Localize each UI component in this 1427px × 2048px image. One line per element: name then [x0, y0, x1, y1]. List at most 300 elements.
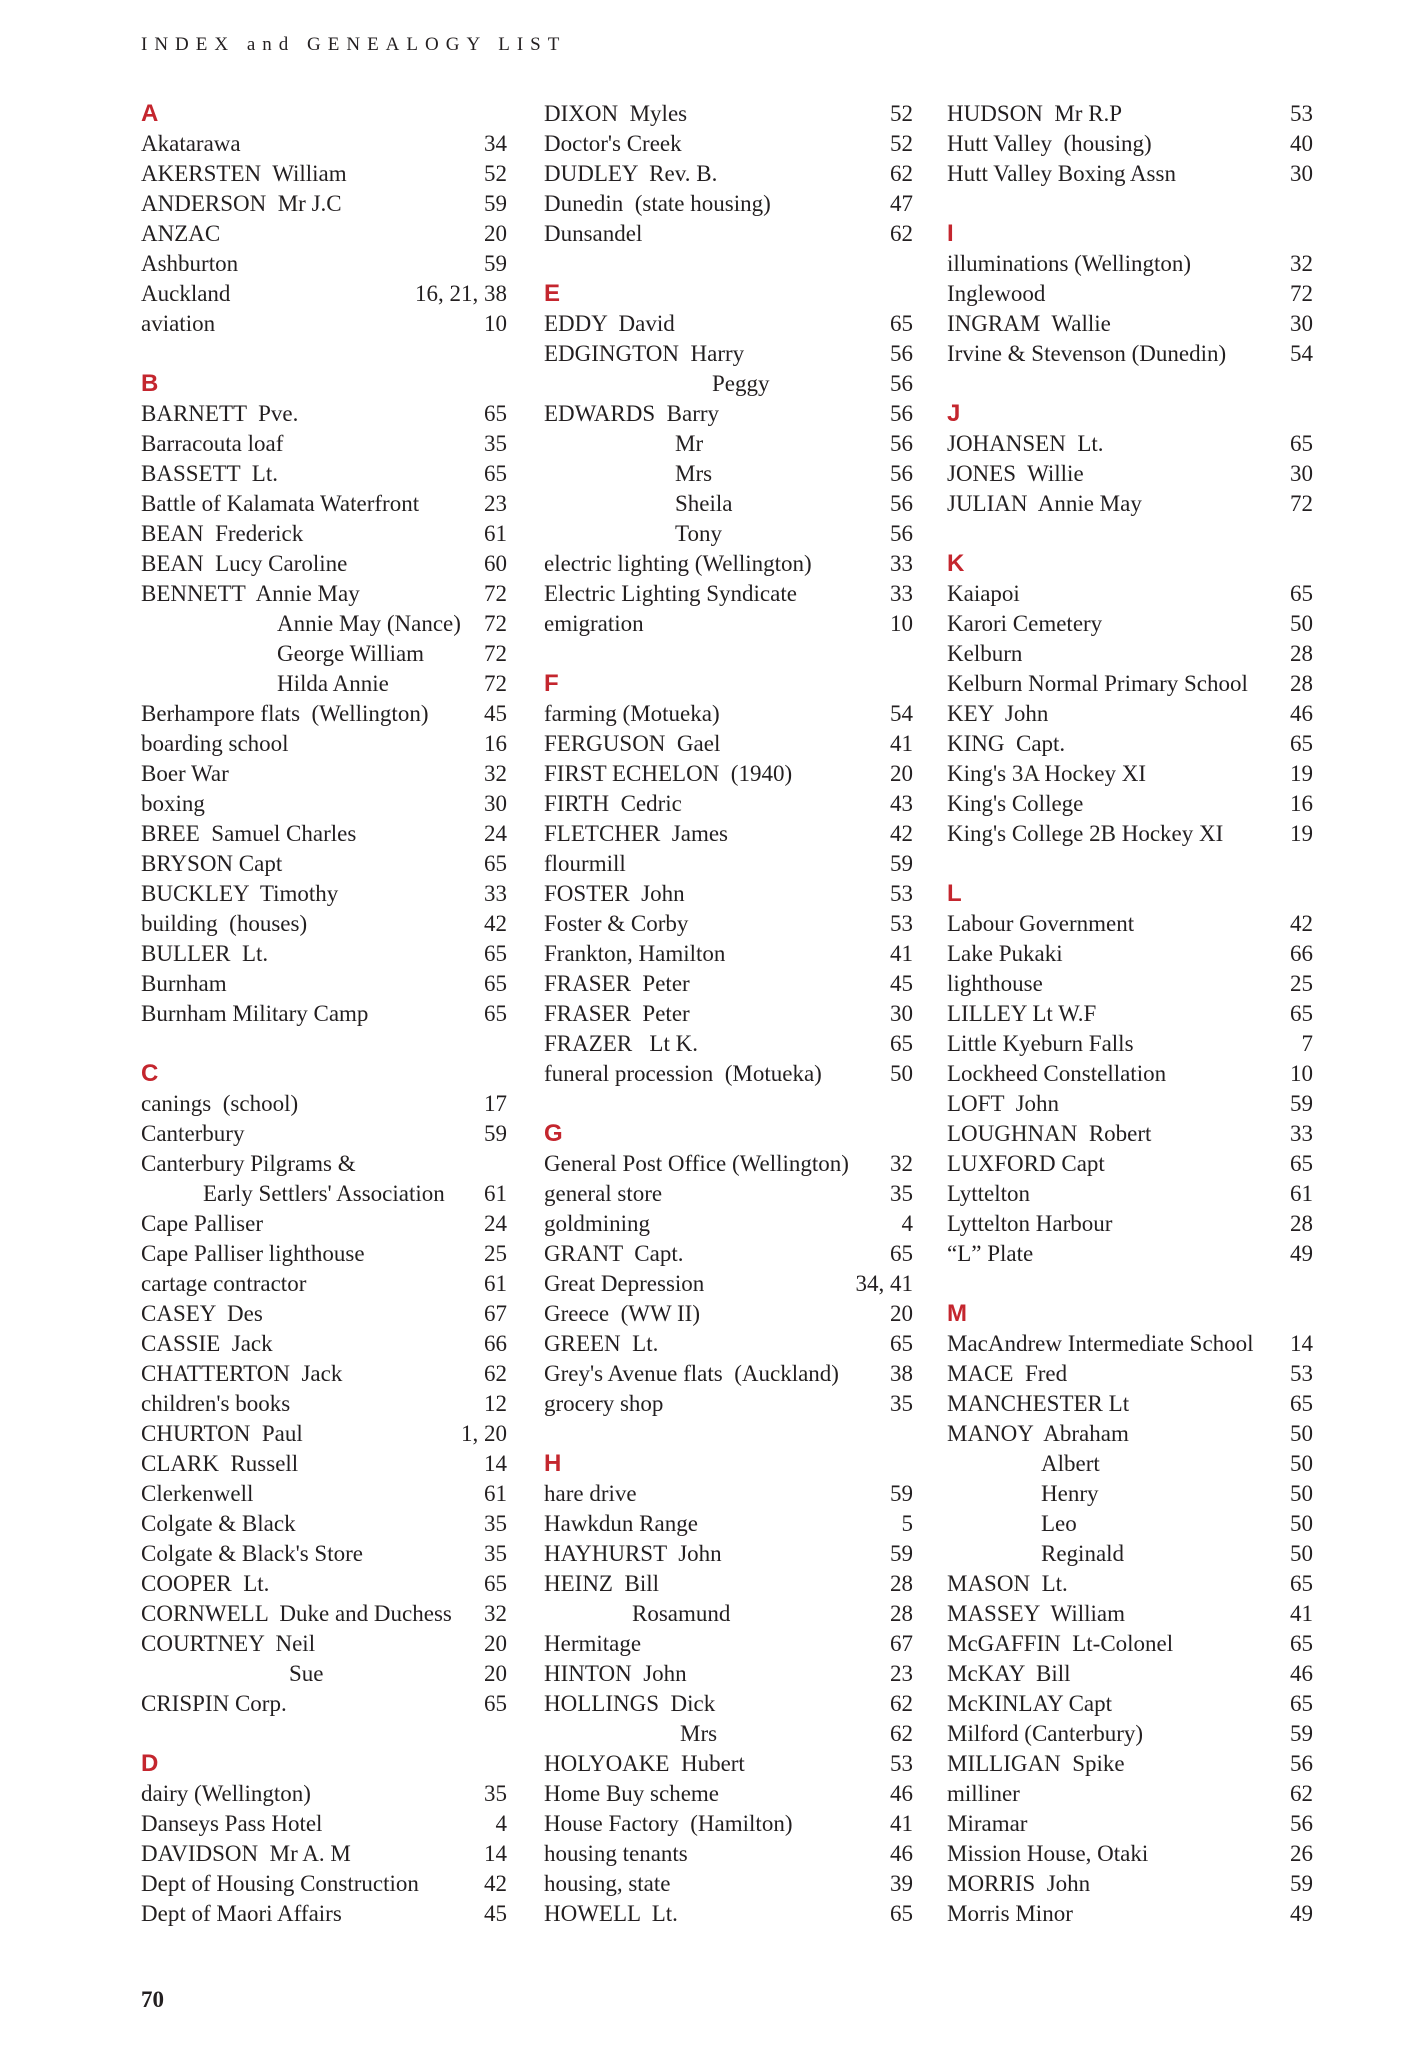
index-term: Lockheed Constellation [947, 1061, 1167, 1086]
index-entry [141, 1389, 507, 1419]
index-entry [544, 99, 913, 129]
index-page-ref: 59 [1290, 1721, 1313, 1746]
index-page-ref: 61 [484, 521, 507, 546]
index-entry [141, 309, 507, 339]
index-entry [947, 1539, 1313, 1569]
index-entry [141, 189, 507, 219]
index-entry [947, 609, 1313, 639]
section-gap [947, 369, 1313, 399]
index-entry [947, 1689, 1313, 1719]
index-entry [947, 819, 1313, 849]
index-entry [544, 1149, 913, 1179]
index-term: Frankton, Hamilton [544, 941, 726, 966]
index-term: cartage contractor [141, 1271, 307, 1296]
index-term: AKERSTEN William [141, 161, 347, 186]
index-entry [141, 669, 507, 699]
section-gap [544, 249, 913, 279]
index-page-ref: 65 [1290, 1631, 1313, 1656]
index-term: Miramar [947, 1811, 1028, 1836]
index-term: Leo [1041, 1511, 1077, 1536]
index-entry [141, 699, 507, 729]
index-term: MASSEY William [947, 1601, 1125, 1626]
index-entry [141, 1779, 507, 1809]
index-term: LOFT John [947, 1091, 1060, 1116]
section-letter-c: C [141, 1060, 159, 1087]
section-letter-j: J [947, 400, 961, 427]
index-term: Hilda Annie [277, 671, 389, 696]
index-page-ref: 4 [901, 1211, 913, 1236]
index-page-ref: 35 [890, 1391, 913, 1416]
index-term: King's College 2B Hockey XI [947, 821, 1224, 846]
index-entry [947, 1209, 1313, 1239]
index-term: Dunedin (state housing) [544, 191, 771, 216]
index-page-ref: 54 [890, 701, 913, 726]
index-term: MASON Lt. [947, 1571, 1068, 1596]
index-page-ref: 35 [484, 1511, 507, 1536]
index-page-ref: 61 [484, 1271, 507, 1296]
index-page-ref: 30 [1290, 461, 1313, 486]
index-term: Tony [675, 521, 722, 546]
index-term: boarding school [141, 731, 289, 756]
index-term: FRASER Peter [544, 1001, 690, 1026]
index-term: Early Settlers' Association [203, 1181, 445, 1206]
index-term: FIRTH Cedric [544, 791, 682, 816]
index-page-ref: 38 [890, 1361, 913, 1386]
index-entry [544, 909, 913, 939]
index-entry [947, 1389, 1313, 1419]
index-page-ref: 62 [890, 221, 913, 246]
index-term: Albert [1041, 1451, 1100, 1476]
section-gap [141, 1719, 507, 1749]
index-entry [544, 219, 913, 249]
index-term: Berhampore flats (Wellington) [141, 701, 429, 726]
index-page-ref: 14 [1290, 1331, 1313, 1356]
section-gap [141, 339, 507, 369]
index-page-ref: 52 [890, 101, 913, 126]
index-page-ref: 65 [1290, 431, 1313, 456]
index-entry [544, 1299, 913, 1329]
index-entry [141, 819, 507, 849]
index-page-ref: 56 [1290, 1751, 1313, 1776]
index-term: Colgate & Black [141, 1511, 296, 1536]
index-term: Kelburn Normal Primary School [947, 671, 1248, 696]
section-gap [544, 639, 913, 669]
index-entry [544, 729, 913, 759]
index-term: FOSTER John [544, 881, 685, 906]
index-term: BEAN Frederick [141, 521, 304, 546]
index-page-ref: 35 [484, 431, 507, 456]
index-term: Mr [675, 431, 704, 456]
index-entry [141, 759, 507, 789]
index-page-ref: 52 [484, 161, 507, 186]
section-letter-k: K [947, 550, 965, 577]
index-page-ref: 65 [484, 971, 507, 996]
index-page-ref: 24 [484, 821, 507, 846]
index-term: Hawkdun Range [544, 1511, 698, 1536]
index-term: grocery shop [544, 1391, 664, 1416]
index-term: Hermitage [544, 1631, 642, 1656]
index-term: JOHANSEN Lt. [947, 431, 1104, 456]
index-page-ref: 42 [484, 911, 507, 936]
index-entry [947, 129, 1313, 159]
index-entry [141, 639, 507, 669]
index-entry [544, 129, 913, 159]
index-term: Dept of Housing Construction [141, 1871, 419, 1896]
index-entry [141, 1149, 507, 1179]
index-page-ref: 19 [1290, 821, 1313, 846]
index-term: HINTON John [544, 1661, 687, 1686]
index-entry [544, 999, 913, 1029]
index-entry [544, 429, 913, 459]
index-entry [141, 1539, 507, 1569]
index-entry [141, 1419, 507, 1449]
index-page-ref: 72 [1290, 491, 1313, 516]
index-term: milliner [947, 1781, 1020, 1806]
index-term: ANDERSON Mr J.C [141, 191, 342, 216]
index-term: goldmining [544, 1211, 651, 1236]
index-page-ref: 45 [484, 701, 507, 726]
index-page-ref: 56 [890, 461, 913, 486]
index-entry [947, 1629, 1313, 1659]
index-page-ref: 65 [1290, 731, 1313, 756]
index-page-ref: 23 [890, 1661, 913, 1686]
index-term: Ashburton [141, 251, 239, 276]
index-entry [141, 729, 507, 759]
index-term: Hutt Valley (housing) [947, 131, 1152, 156]
index-page-ref: 40 [1290, 131, 1313, 156]
index-page-ref: 60 [484, 551, 507, 576]
index-page-ref: 62 [484, 1361, 507, 1386]
index-page-ref: 65 [890, 1901, 913, 1926]
index-entry [141, 1899, 507, 1929]
index-term: Kelburn [947, 641, 1023, 666]
index-term: funeral procession (Motueka) [544, 1061, 822, 1086]
index-page-ref: 59 [890, 1541, 913, 1566]
index-term: Annie May (Nance) [277, 611, 461, 636]
section-gap [947, 1269, 1313, 1299]
index-entry [544, 789, 913, 819]
index-page-ref: 16, 21, 38 [415, 281, 507, 306]
index-term: Danseys Pass Hotel [141, 1811, 323, 1836]
index-term: Sue [289, 1661, 324, 1686]
index-page-ref: 59 [890, 851, 913, 876]
index-entry [544, 1569, 913, 1599]
index-page-ref: 67 [890, 1631, 913, 1656]
index-entry [544, 1599, 913, 1629]
index-page-ref: 72 [1290, 281, 1313, 306]
index-page-ref: 19 [1290, 761, 1313, 786]
index-entry [544, 819, 913, 849]
index-entry [141, 249, 507, 279]
index-page-ref: 50 [1290, 1511, 1313, 1536]
index-page-ref: 42 [484, 1871, 507, 1896]
index-term: aviation [141, 311, 216, 336]
index-page-ref: 65 [484, 1001, 507, 1026]
index-term: flourmill [544, 851, 626, 876]
index-entry [544, 489, 913, 519]
index-entry [544, 1059, 913, 1089]
index-entry [141, 1089, 507, 1119]
index-term: Peggy [712, 371, 770, 396]
index-page-ref: 72 [484, 581, 507, 606]
index-term: children's books [141, 1391, 291, 1416]
index-entry [544, 1029, 913, 1059]
index-entry [141, 969, 507, 999]
index-term: DAVIDSON Mr A. M [141, 1841, 351, 1866]
index-page-ref: 65 [890, 311, 913, 336]
index-entry [947, 1119, 1313, 1149]
index-entry [947, 1359, 1313, 1389]
index-term: HAYHURST John [544, 1541, 722, 1566]
section-gap [544, 1089, 913, 1119]
index-page-ref: 56 [890, 401, 913, 426]
section-letter-h: H [544, 1450, 562, 1477]
index-page-ref: 53 [1290, 1361, 1313, 1386]
index-term: Inglewood [947, 281, 1046, 306]
index-page-ref: 65 [1290, 1001, 1313, 1026]
index-entry [141, 429, 507, 459]
index-page-ref: 59 [890, 1481, 913, 1506]
index-term: DUDLEY Rev. B. [544, 161, 718, 186]
index-term: Hutt Valley Boxing Assn [947, 161, 1176, 186]
index-page-ref: 26 [1290, 1841, 1313, 1866]
index-page-ref: 12 [484, 1391, 507, 1416]
index-term: Cape Palliser [141, 1211, 263, 1236]
index-entry [947, 1869, 1313, 1899]
index-term: HEINZ Bill [544, 1571, 659, 1596]
index-term: King's 3A Hockey XI [947, 761, 1146, 786]
index-page-ref: 42 [1290, 911, 1313, 936]
index-page-ref: 65 [484, 1571, 507, 1596]
index-entry [544, 1629, 913, 1659]
index-term: Mrs [680, 1721, 718, 1746]
index-entry [544, 969, 913, 999]
index-page-ref: 25 [484, 1241, 507, 1266]
index-term: HUDSON Mr R.P [947, 101, 1123, 126]
index-term: hare drive [544, 1481, 637, 1506]
index-term: LOUGHNAN Robert [947, 1121, 1152, 1146]
index-page-ref: 65 [890, 1241, 913, 1266]
index-entry [947, 339, 1313, 369]
index-term: CORNWELL Duke and Duchess [141, 1601, 452, 1626]
index-page-ref: 35 [484, 1541, 507, 1566]
index-entry [544, 699, 913, 729]
index-page-ref: 61 [484, 1481, 507, 1506]
index-page-ref: 20 [484, 221, 507, 246]
index-term: Colgate & Black's Store [141, 1541, 363, 1566]
section-letter-e: E [544, 280, 561, 307]
index-entry [141, 1809, 507, 1839]
index-term: EDGINGTON Harry [544, 341, 745, 366]
index-term: Lyttelton Harbour [947, 1211, 1113, 1236]
index-page-ref: 14 [484, 1451, 507, 1476]
index-term: BEAN Lucy Caroline [141, 551, 348, 576]
index-term: Home Buy scheme [544, 1781, 720, 1806]
index-entry [141, 1689, 507, 1719]
index-entry [947, 729, 1313, 759]
index-page-ref: 59 [1290, 1091, 1313, 1116]
index-page-ref: 34 [484, 131, 507, 156]
index-term: Little Kyeburn Falls [947, 1031, 1134, 1056]
index-page-ref: 65 [1290, 1691, 1313, 1716]
index-page-ref: 65 [890, 1031, 913, 1056]
index-term: Henry [1041, 1481, 1099, 1506]
index-term: JULIAN Annie May [947, 491, 1142, 516]
index-page-ref: 34, 41 [855, 1271, 913, 1296]
index-term: Canterbury Pilgrams & [141, 1151, 356, 1176]
index-page-ref: 62 [890, 161, 913, 186]
index-entry [544, 1239, 913, 1269]
index-entry [141, 1659, 507, 1689]
index-term: Morris Minor [947, 1901, 1073, 1926]
index-term: Kaiapoi [947, 581, 1020, 606]
index-entry [947, 759, 1313, 789]
index-entry [141, 849, 507, 879]
index-page-ref: 65 [890, 1331, 913, 1356]
index-page-ref: 53 [890, 881, 913, 906]
section-letter-a: A [141, 100, 159, 127]
section-gap [544, 1419, 913, 1449]
index-page-ref: 50 [1290, 1451, 1313, 1476]
page-number: 70 [141, 1987, 164, 2012]
index-entry [947, 1449, 1313, 1479]
index-entry [947, 309, 1313, 339]
index-entry [947, 249, 1313, 279]
index-entry [947, 429, 1313, 459]
index-entry [544, 519, 913, 549]
index-term: Labour Government [947, 911, 1135, 936]
index-page-ref: 65 [1290, 1151, 1313, 1176]
index-term: George William [277, 641, 425, 666]
index-term: CHATTERTON Jack [141, 1361, 343, 1386]
index-page-ref: 28 [1290, 671, 1313, 696]
index-entry [947, 1089, 1313, 1119]
index-entry [947, 1149, 1313, 1179]
index-entry [141, 399, 507, 429]
index-page-ref: 1, 20 [461, 1421, 507, 1446]
index-page-ref: 59 [1290, 1871, 1313, 1896]
index-entry [141, 1239, 507, 1269]
index-entry [141, 1119, 507, 1149]
index-term: COOPER Lt. [141, 1571, 270, 1596]
index-entry [947, 1599, 1313, 1629]
index-entry [544, 1389, 913, 1419]
index-page-ref: 16 [1290, 791, 1313, 816]
index-page-ref: 24 [484, 1211, 507, 1236]
index-term: McKAY Bill [947, 1661, 1071, 1686]
index-page-ref: 50 [1290, 611, 1313, 636]
index-page-ref: 72 [484, 671, 507, 696]
index-page-ref: 20 [890, 761, 913, 786]
index-page-ref: 20 [890, 1301, 913, 1326]
index-page-ref: 53 [890, 911, 913, 936]
index-page-ref: 32 [1290, 251, 1313, 276]
index-term: BREE Samuel Charles [141, 821, 357, 846]
index-entry [947, 669, 1313, 699]
index-term: DIXON Myles [544, 101, 688, 126]
index-page-ref: 23 [484, 491, 507, 516]
index-entry [947, 1329, 1313, 1359]
index-term: Karori Cemetery [947, 611, 1103, 636]
index-term: MacAndrew Intermediate School [947, 1331, 1254, 1356]
index-term: FIRST ECHELON (1940) [544, 761, 793, 786]
index-entry [141, 1179, 507, 1209]
index-term: FLETCHER James [544, 821, 728, 846]
index-page-ref: 46 [890, 1841, 913, 1866]
index-page-ref: 65 [484, 851, 507, 876]
index-entry [947, 1899, 1313, 1929]
index-page-ref: 35 [890, 1181, 913, 1206]
index-page-ref: 30 [890, 1001, 913, 1026]
index-entry [141, 549, 507, 579]
index-term: housing, state [544, 1871, 671, 1896]
index-term: BUCKLEY Timothy [141, 881, 339, 906]
index-page-ref: 42 [890, 821, 913, 846]
index-column-1 [141, 99, 507, 1929]
index-entry [947, 1719, 1313, 1749]
index-term: building (houses) [141, 911, 308, 936]
index-page-ref: 56 [890, 431, 913, 456]
index-entry [141, 1299, 507, 1329]
index-page-ref: 41 [1290, 1601, 1313, 1626]
index-page-ref: 20 [484, 1661, 507, 1686]
section-gap [947, 849, 1313, 879]
index-term: Doctor's Creek [544, 131, 682, 156]
index-entry [544, 459, 913, 489]
index-term: EDWARDS Barry [544, 401, 720, 426]
index-term: Dept of Maori Affairs [141, 1901, 342, 1926]
index-term: lighthouse [947, 971, 1043, 996]
index-page-ref: 49 [1290, 1241, 1313, 1266]
index-term: FRASER Peter [544, 971, 690, 996]
index-term: canings (school) [141, 1091, 299, 1116]
index-page-ref: 61 [1290, 1181, 1313, 1206]
index-term: Mission House, Otaki [947, 1841, 1149, 1866]
index-entry [544, 369, 913, 399]
index-entry [544, 849, 913, 879]
index-entry [141, 1329, 507, 1359]
index-term: Rosamund [632, 1601, 731, 1626]
index-entry [141, 129, 507, 159]
index-term: Lyttelton [947, 1181, 1031, 1206]
index-term: CASEY Des [141, 1301, 263, 1326]
index-entry [141, 909, 507, 939]
index-entry [947, 1809, 1313, 1839]
index-entry [141, 609, 507, 639]
index-entry [947, 939, 1313, 969]
index-entry [947, 1749, 1313, 1779]
index-entry [544, 1839, 913, 1869]
index-page-ref: 10 [890, 611, 913, 636]
index-page-ref: 28 [890, 1571, 913, 1596]
index-page-ref: 67 [484, 1301, 507, 1326]
index-page-ref: 28 [1290, 641, 1313, 666]
index-page-ref: 65 [484, 941, 507, 966]
index-term: HOWELL Lt. [544, 1901, 678, 1926]
index-entry [947, 1779, 1313, 1809]
index-page-ref: 54 [1290, 341, 1313, 366]
index-page-ref: 62 [890, 1721, 913, 1746]
index-entry [141, 1569, 507, 1599]
index-term: Dunsandel [544, 221, 643, 246]
index-entry [947, 489, 1313, 519]
index-page-ref: 41 [890, 731, 913, 756]
index-entry [141, 999, 507, 1029]
index-term: HOLLINGS Dick [544, 1691, 716, 1716]
index-term: electric lighting (Wellington) [544, 551, 812, 576]
index-entry [947, 1839, 1313, 1869]
index-term: Milford (Canterbury) [947, 1721, 1144, 1746]
